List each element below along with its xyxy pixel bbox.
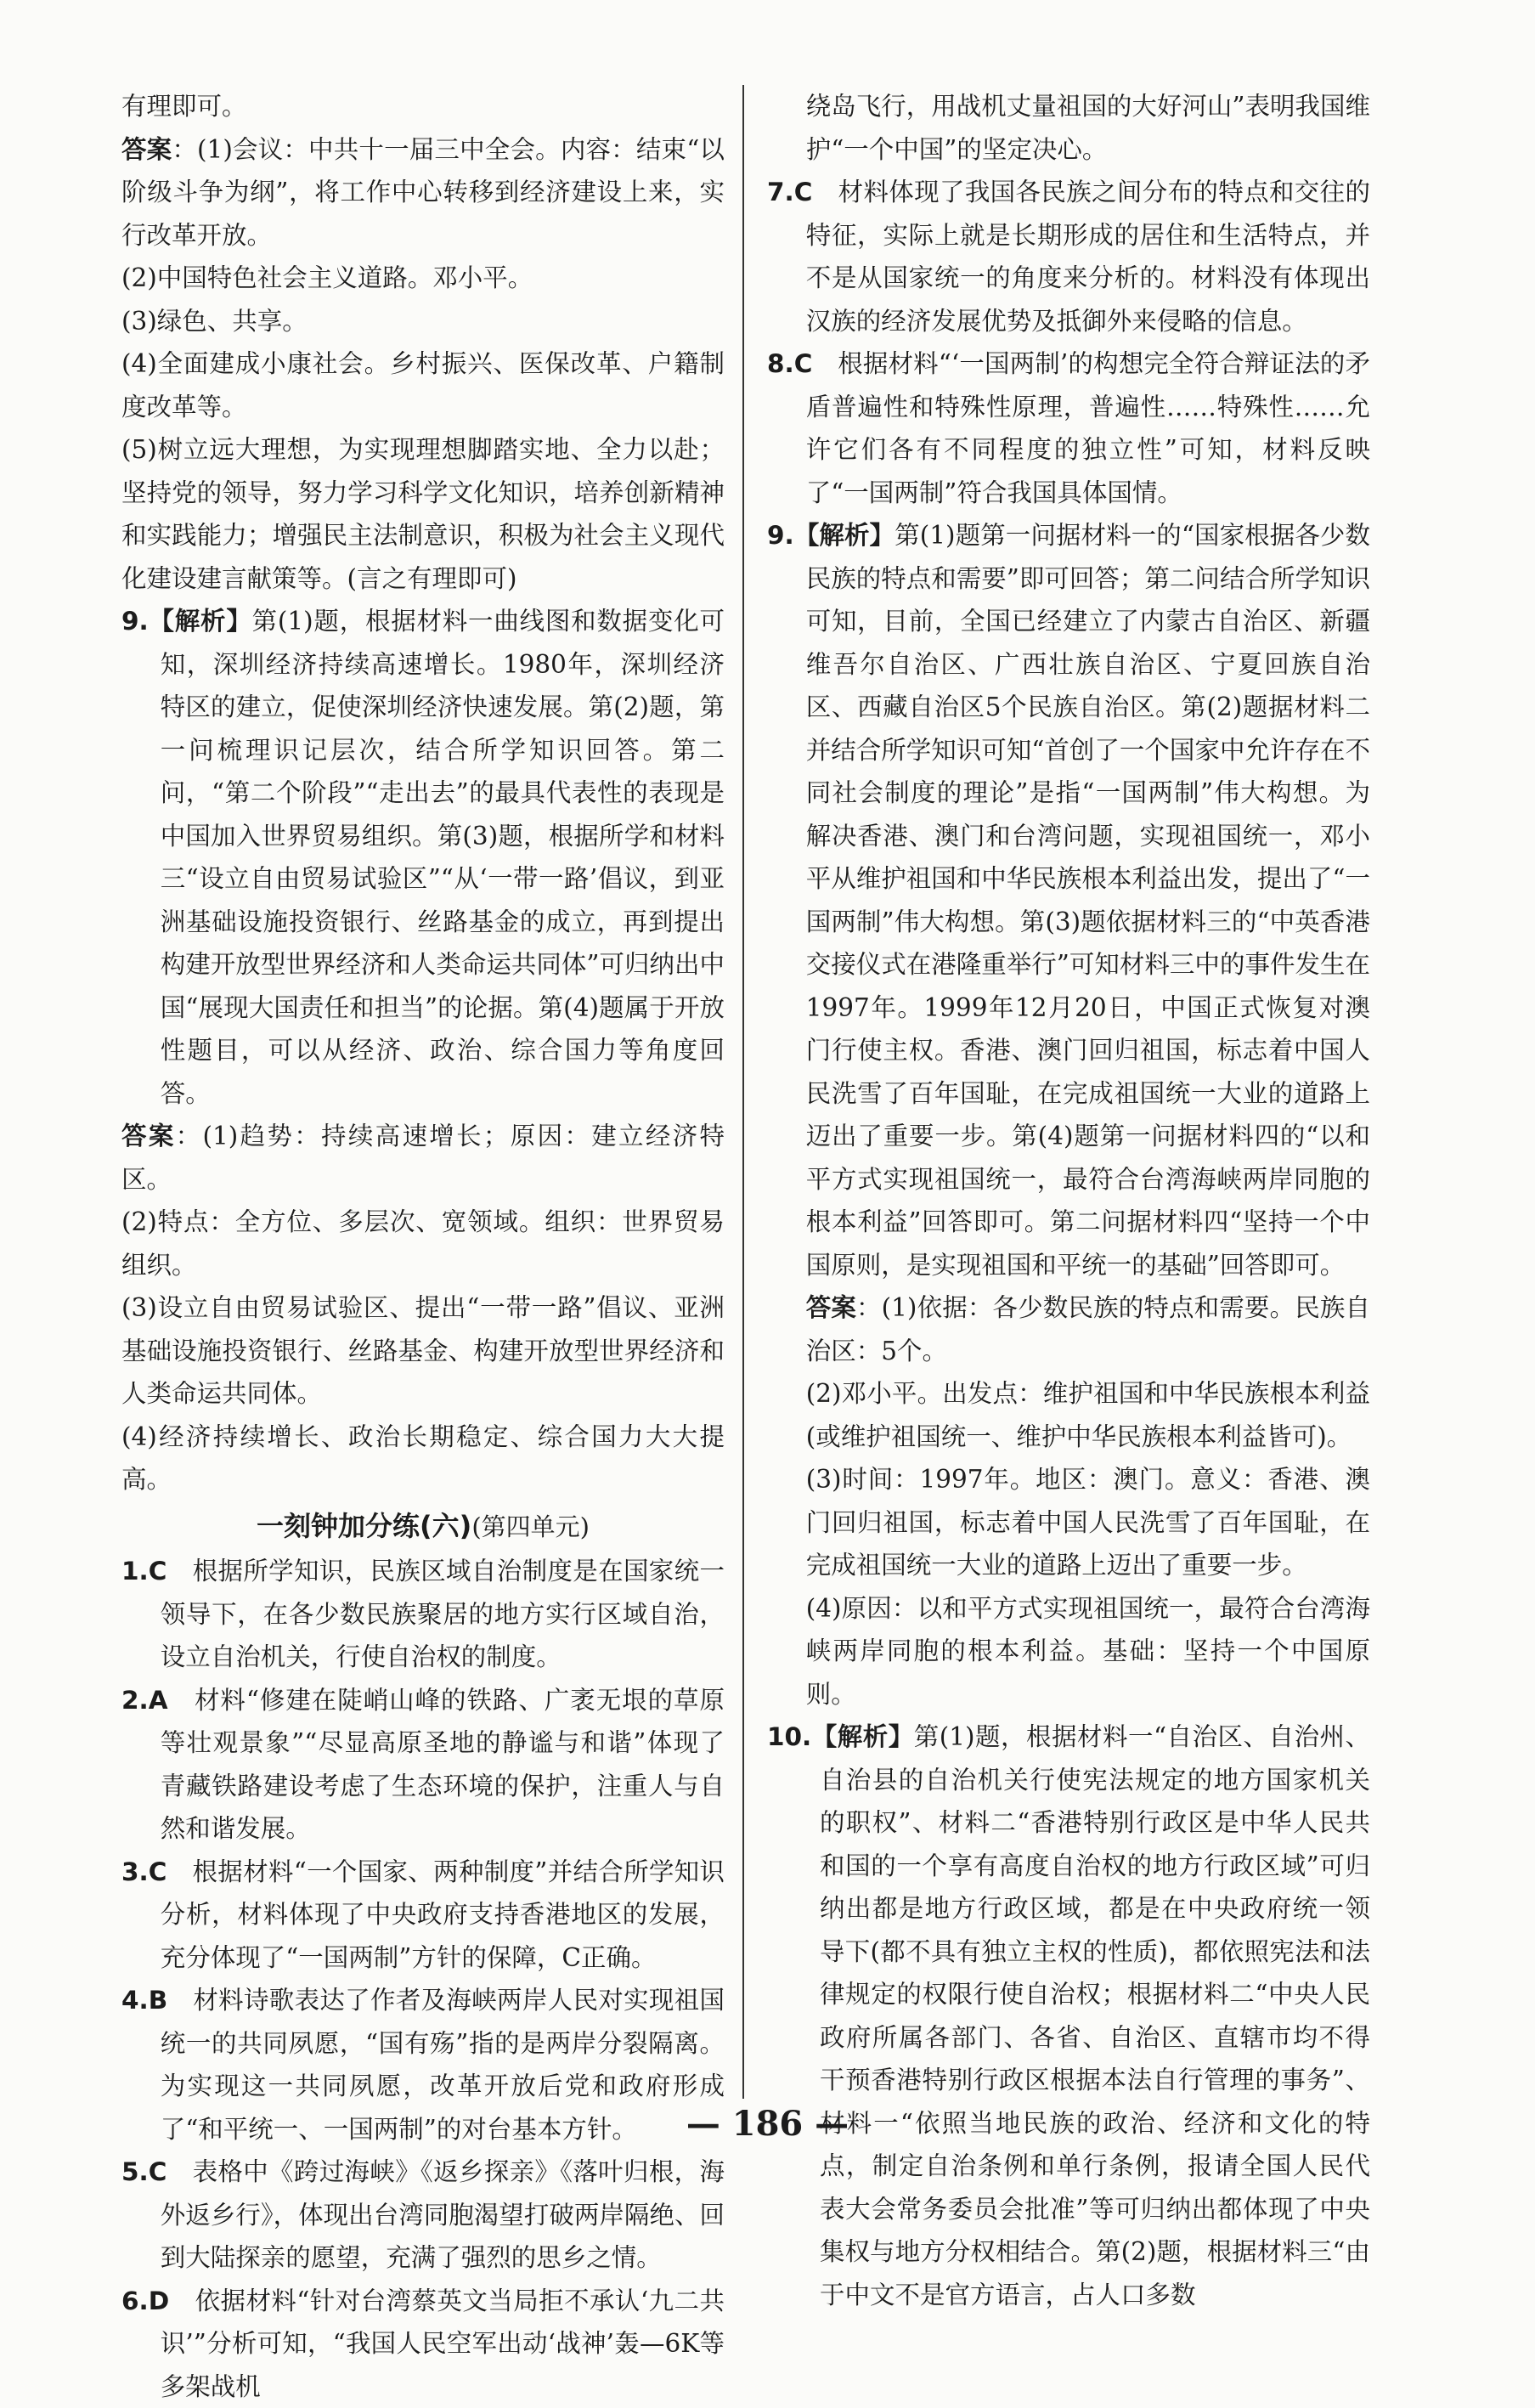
paragraph: 有理即可。: [121, 85, 725, 128]
answer-text: ：(1)趋势：持续高速增长；原因：建立经济特区。: [121, 1122, 725, 1194]
question-number: 4.B: [121, 1986, 167, 2015]
answer-label: 答案: [121, 135, 172, 164]
question-text: 依据材料“针对台湾蔡英文当局拒不承认‘九二共识’”分析可知，“我国人民空军出动‘战神’轰—6K等多架战机: [161, 2286, 725, 2401]
answer-item: (3)绿色、共享。: [121, 300, 725, 343]
question-number: 9.: [121, 607, 149, 636]
section-title: [121, 1505, 725, 1549]
answer-item: (2)特点：全方位、多层次、宽领域。组织：世界贸易组织。: [121, 1201, 725, 1286]
answer-8: [121, 128, 725, 257]
question-number: 6.D: [121, 2286, 169, 2315]
analysis-tag: 【解析】: [811, 1722, 913, 1751]
page-number: — 186 —: [0, 2104, 1535, 2144]
answer-item: (2)邓小平。出发点：维护祖国和中华民族根本利益(或维护祖国统一、维护中华民族根本利益皆可)。: [767, 1372, 1370, 1458]
analysis-tag: 【解析】: [794, 521, 894, 550]
question-text: 材料诗歌表达了作者及海峡两岸人民对实现祖国统一的共同夙愿，“国有殇”指的是两岸分裂隔离。为实现这一共同夙愿，改革开放后党和政府形成了“和平统一、一国两制”的对台基本方针。: [161, 1986, 725, 2144]
answer-item: (3)时间：1997年。地区：澳门。意义：香港、澳门回归祖国，标志着中国人民洗雪了百年国耻，在完成祖国统一大业的道路上迈出了重要一步。: [767, 1458, 1370, 1587]
question-text: 材料体现了我国各民族之间分布的特点和交往的特征，实际上就是长期形成的居住和生活特点，并不是从国家统一的角度来分析的。材料没有体现出汉族的经济发展优势及抵御外来侵略的信息。: [806, 178, 1370, 336]
question-number: 7.C: [767, 178, 812, 206]
question-10-analysis: [767, 1716, 1370, 2316]
question-text: 根据材料“‘一国两制’的构想完全符合辩证法的矛盾普遍性和特殊性原理，普遍性……特殊性……允许它们各有不同程度的独立性”可知，材料反映了“一国两制”符合我国具体国情。: [806, 349, 1370, 507]
section-title-main: 一刻钟加分练(六): [257, 1510, 471, 1542]
answer-9: [767, 1286, 1370, 1372]
question-number: 5.C: [121, 2157, 166, 2186]
question-9-analysis: [767, 514, 1370, 1286]
right-column: [767, 85, 1370, 2316]
question-8: [767, 342, 1370, 514]
analysis-text: 第(1)题，根据材料一“自治区、自治州、自治县的自治机关行使宪法规定的地方国家机关的职权”、材料二“香港特别行政区是中华人民共和国的一个享有高度自治权的地方行政区域”可归纳出都是地方行政区域，都是在中央政府统一领导下(都不具有独立主权的性质)，都依照宪法和法律规定的权限行使自治权；根据材料二“中央人民政府所属各部门、各省、自治区、直辖市均不得干预香港特别行政区根据本法自行管理的事务”、材料一“依照当地民族的政治、经济和文化的特点，制定自治条例和单行条例，报请全国人民代表大会常务委员会批准”等可归纳出都体现了中央集权与地方分权相结合。第(2)题，根据材料三“由于中文不是官方语言，占人口多数: [820, 1722, 1370, 2309]
question-text: 根据材料“一个国家、两种制度”并结合所学知识分析，材料体现了中央政府支持香港地区的发展，充分体现了“一国两制”方针的保障，C正确。: [161, 1857, 725, 1972]
question-text: 根据所学知识，民族区域自治制度是在国家统一领导下，在各少数民族聚居的地方实行区域自治，设立自治机关，行使自治权的制度。: [161, 1557, 725, 1671]
question-number: 9.: [767, 521, 794, 550]
question-number: 1.C: [121, 1557, 166, 1586]
question-number: 3.C: [121, 1857, 166, 1886]
question-5: [121, 2151, 725, 2280]
analysis-tag: 【解析】: [149, 607, 252, 636]
answer-label: 答案: [121, 1122, 176, 1150]
answer-item: (4)全面建成小康社会。乡村振兴、医保改革、户籍制度改革等。: [121, 342, 725, 428]
question-7: [767, 171, 1370, 342]
answer-item: (5)树立远大理想，为实现理想脚踏实地、全力以赴；坚持党的领导，努力学习科学文化知识，培养创新精神和实践能力；增强民主法制意识，积极为社会主义现代化建设建言献策等。(言之有理即可): [121, 428, 725, 600]
answer-9: [121, 1115, 725, 1201]
question-number: 10.: [767, 1722, 811, 1751]
question-text: 表格中《跨过海峡》《返乡探亲》《落叶归根，海外返乡行》，体现出台湾同胞渴望打破两岸隔绝、回到大陆探亲的愿望，充满了强烈的思乡之情。: [161, 2157, 725, 2272]
answer-item: (3)设立自由贸易试验区、提出“一带一路”倡议、亚洲基础设施投资银行、丝路基金、构建开放型世界经济和人类命运共同体。: [121, 1286, 725, 1416]
analysis-text: 第(1)题，根据材料一曲线图和数据变化可知，深圳经济持续高速增长。1980年，深圳经济特区的建立，促使深圳经济快速发展。第(2)题，第一问梳理识记层次，结合所学知识回答。第二问，“第二个阶段”“走出去”的最具代表性的表现是中国加入世界贸易组织。第(3)题，根据所学和材料三“设立自由贸易试验区”“从‘一带一路’倡议，到亚洲基础设施投资银行、丝路基金的成立，再到提出构建开放型世界经济和人类命运共同体”可归纳出中国“展现大国责任和担当”的论据。第(4)题属于开放性题目，可以从经济、政治、综合国力等角度回答。: [161, 607, 725, 1108]
question-6-continued: 绕岛飞行，用战机丈量祖国的大好河山”表明我国维护“一个中国”的坚定决心。: [767, 85, 1370, 171]
question-1: [121, 1550, 725, 1679]
answer-item: (4)经济持续增长、政治长期稳定、综合国力大大提高。: [121, 1416, 725, 1501]
question-2: [121, 1679, 725, 1851]
question-text: 材料“修建在陡峭山峰的铁路、广袤无垠的草原等壮观景象”“尽显高原圣地的静谧与和谐”体现了青藏铁路建设考虑了生态环境的保护，注重人与自然和谐发展。: [161, 1686, 725, 1844]
question-3: [121, 1851, 725, 1980]
column-divider: [742, 85, 744, 2099]
answer-text: ：(1)依据：各少数民族的特点和需要。民族自治区：5个。: [806, 1293, 1370, 1365]
question-6: [121, 2280, 725, 2408]
answer-item: (2)中国特色社会主义道路。邓小平。: [121, 257, 725, 300]
question-9-analysis: [121, 600, 725, 1115]
section-title-sub: (第四单元): [471, 1512, 590, 1541]
question-number: 2.A: [121, 1686, 168, 1715]
answer-label: 答案: [806, 1293, 856, 1322]
answer-text: ：(1)会议：中共十一届三中全会。内容：结束“以阶级斗争为纲”，将工作中心转移到经济建设上来，实行改革开放。: [121, 135, 725, 250]
question-number: 8.C: [767, 349, 812, 378]
answer-item: (4)原因：以和平方式实现祖国统一，最符合台湾海峡两岸同胞的根本利益。基础：坚持一个中国原则。: [767, 1587, 1370, 1716]
analysis-text: 第(1)题第一问据材料一的“国家根据各少数民族的特点和需要”即可回答；第二问结合所学知识可知，目前，全国已经建立了内蒙古自治区、新疆维吾尔自治区、广西壮族自治区、宁夏回族自治区、西藏自治区5个民族自治区。第(2)题据材料二并结合所学知识可知“首创了一个国家中允许存在不同社会制度的理论”是指“一国两制”伟大构想。为解决香港、澳门和台湾问题，实现祖国统一，邓小平从维护祖国和中华民族根本利益出发，提出了“一国两制”伟大构想。第(3)题依据材料三的“中英香港交接仪式在港隆重举行”可知材料三中的事件发生在1997年。1999年12月20日，中国正式恢复对澳门行使主权。香港、澳门回归祖国，标志着中国人民洗雪了百年国耻，在完成祖国统一大业的道路上迈出了重要一步。第(4)题第一问据材料四的“以和平方式实现祖国统一，最符合台湾海峡两岸同胞的根本利益”回答即可。第二问据材料四“坚持一个中国原则，是实现祖国和平统一的基础”回答即可。: [806, 521, 1370, 1280]
left-column: [121, 85, 725, 2408]
